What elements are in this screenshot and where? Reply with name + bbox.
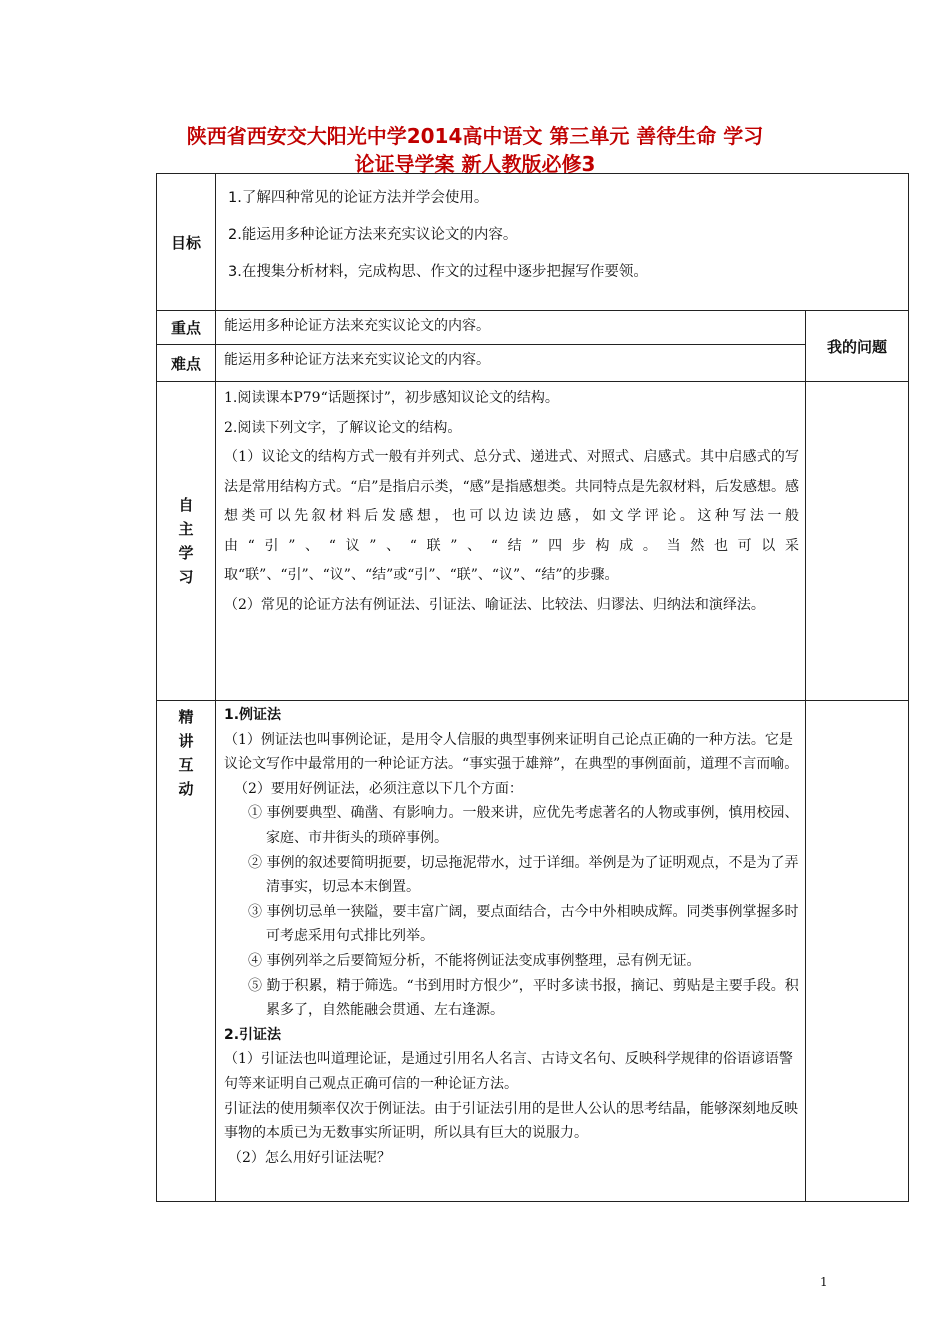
- paragraph: （1）例证法也叫事例论证，是用令人信服的典型事例来证明自己论点正确的一种方法。它是议论文写作中最常用的一种论证方法。“事实强于雄辩”，在典型的事例面前，道理不言而喻。: [224, 731, 799, 773]
- self-study-label: 自 主 学 习: [157, 382, 216, 701]
- goals-content: [216, 174, 909, 311]
- paragraph: （1）引证法也叫道理论证，是通过引用名人名言、古诗文名句、反映科学规律的俗语谚语警句等来证明自己观点正确可信的一种论证方法。: [224, 1051, 793, 1092]
- page-number: 1: [820, 1275, 828, 1289]
- focus-row: [157, 311, 909, 345]
- goal-item: 3.在搜集分析材料，完成构思、作文的过程中逐步把握写作要领。: [228, 264, 648, 280]
- goals-label: 目标: [157, 174, 216, 311]
- list-item: ② 事例的叙述要简明扼要，切忌拖泥带水，过于详细。举例是为了证明观点，不是为了弄清事实，切忌本末倒置。: [248, 854, 799, 896]
- goals-row: [157, 174, 909, 311]
- paragraph: 引证法的使用频率仅次于例证法。由于引证法引用的是世人公认的思考结晶，能够深刻地反映事物的本质已为无数事实所证明，所以具有巨大的说服力。: [224, 1100, 798, 1142]
- focus-label: 重点: [157, 311, 216, 345]
- self-study-line: （2）常见的论证方法有例证法、引证法、喻证法、比较法、归谬法、归纳法和演绎法。: [224, 596, 765, 613]
- list-item: ③ 事例切忌单一狭隘，要丰富广阔，要点面结合，古今中外相映成辉。同类事例掌握多时可考虑采用句式排比列举。: [248, 903, 799, 945]
- focus-text: 能运用多种论证方法来充实议论文的内容。: [216, 311, 806, 345]
- section-heading: 2.引证法: [224, 1026, 282, 1043]
- self-study-line: 1.阅读课本P79“话题探讨”，初步感知议论文的结构。: [224, 390, 559, 406]
- self-study-content: [216, 382, 806, 701]
- self-study-line: 2.阅读下列文字，了解议论文的结构。: [224, 419, 462, 436]
- self-study-line: （1）议论文的结构方式一般有并列式、总分式、递进式、对照式、启感式。其中启感式的写法是常用结构方式。“启”是指启示类，“感”是指感想类。共同特点是先叙材料，后发感想。感想类可以先叙材料后发感想，也可以边读边感，如文学评论。这种写法一般由“引”、“议”、“联”、“结”四步构成。当然也可以采取“联”、“引”、“议”、“结”或“引”、“联”、“议”、“结”的步骤。: [224, 449, 799, 583]
- list-item: ④ 事例列举之后要简短分析，不能将例证法变成事例整理，忌有例无证。: [248, 952, 701, 969]
- list-item: ⑤ 勤于积累，精于筛选。“书到用时方恨少”，平时多读书报，摘记、剪贴是主要手段。积累多了，自然能融会贯通、左右逢源。: [248, 977, 799, 1019]
- goal-item: 1.了解四种常见的论证方法并学会使用。: [228, 190, 489, 206]
- difficulty-row: [157, 345, 909, 382]
- title-line-2: 论证导学案 新人教版必修3: [354, 152, 596, 176]
- paragraph: （2）怎么用好引证法呢？: [228, 1149, 391, 1166]
- paragraph: （2）要用好例证法，必须注意以下几个方面：: [234, 780, 523, 797]
- document-title: [100, 122, 850, 178]
- difficulty-label: 难点: [157, 345, 216, 382]
- explain-notes: [806, 701, 909, 1202]
- explain-label: 精 讲 互 动: [157, 701, 216, 1202]
- self-study-notes: [806, 382, 909, 701]
- self-study-row: [157, 382, 909, 701]
- list-item: ① 事例要典型、确凿、有影响力。一般来讲，应优先考虑著名的人物或事例，慎用校园、家庭、市井街头的琐碎事例。: [248, 805, 799, 846]
- explain-content: [216, 701, 806, 1202]
- goal-item: 2.能运用多种论证方法来充实议论文的内容。: [228, 227, 518, 243]
- section-heading: 1.例证法: [224, 707, 282, 723]
- explain-row: [157, 701, 909, 1202]
- title-line-1: 陕西省西安交大阳光中学2014高中语文 第三单元 善待生命 学习: [186, 124, 764, 148]
- difficulty-text: 能运用多种论证方法来充实议论文的内容。: [216, 345, 806, 382]
- my-questions-header: 我的问题: [806, 311, 909, 382]
- study-plan-table: [156, 173, 909, 1202]
